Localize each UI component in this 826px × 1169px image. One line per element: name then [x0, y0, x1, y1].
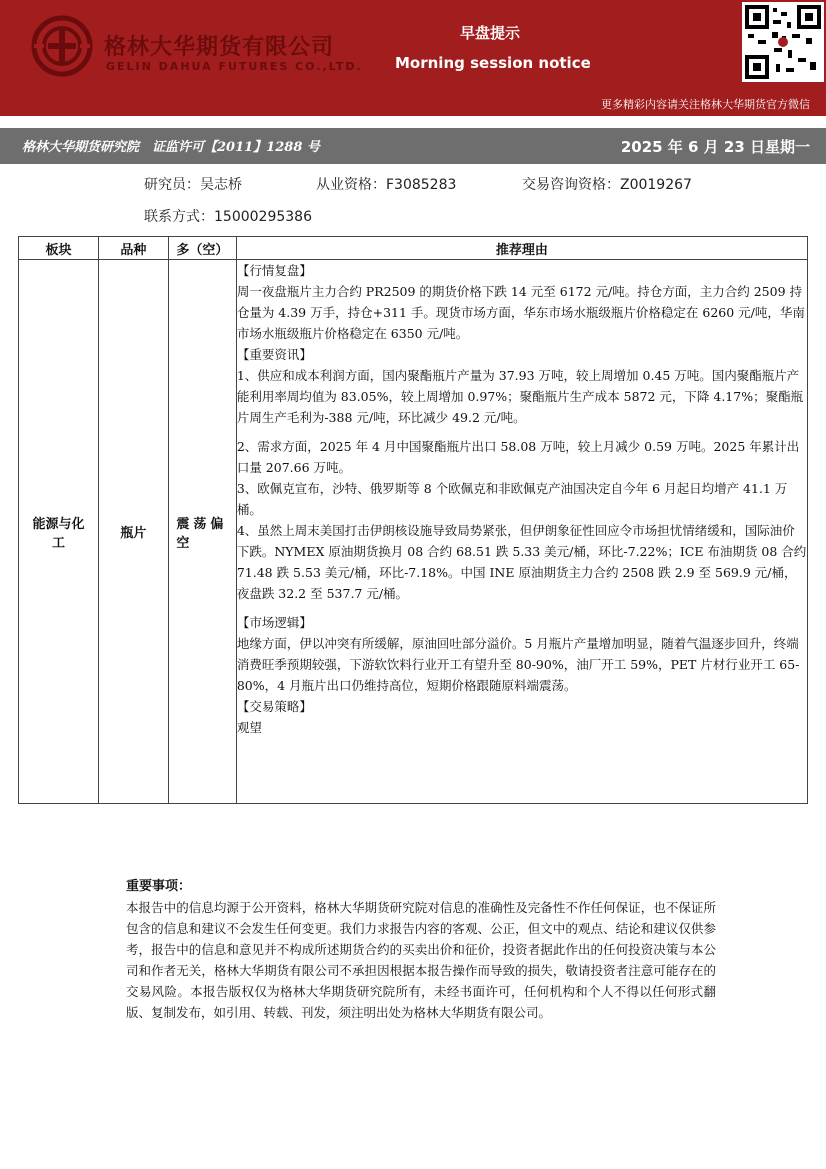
strategy-text: 观望	[236, 720, 262, 735]
tagline-bar	[0, 92, 826, 116]
institute-license: 格林大华期货研究院 证监许可【2011】1288 号	[22, 140, 320, 155]
researcher-name: 研究员：吴志桥	[144, 177, 242, 193]
company-logo-icon	[30, 14, 94, 78]
news-item-1: 1、供应和成本利润方面，国内聚酯瓶片产量为 37.93 万吨，较上周增加 0.45 万吨。国内聚酯瓶片产能利用率周均值为 83.05%，较上周增加 0.97%；聚酯瓶片生产成本 5872 元，下降 4.17%；聚酯瓶片周生产毛利为-388 元/吨，环比减少 49.2 元/吨。	[236, 368, 804, 425]
report-title-en: Morning session notice	[395, 54, 591, 72]
direction-cell	[168, 260, 236, 804]
logic-text: 地缘方面，伊以冲突有所缓解，原油回吐部分溢价。5 月瓶片产量增加明显，随着气温逐步回升，终端消费旺季预期较强，下游软饮料行业开工有望升至 80-90%，油厂开工 59%，PET 片材行业开工 65-80%，4 月瓶片出口仍维持高位，短期价格跟随原料端震荡。	[236, 636, 800, 693]
qr-code-icon	[742, 2, 824, 82]
disclaimer-title: 重要事项：	[126, 879, 192, 894]
news-title: 【重要资讯】	[236, 347, 312, 362]
header-direction: 多（空）	[168, 237, 236, 260]
advisory-number: 交易咨询资格：Z0019267	[522, 177, 692, 193]
product-cell	[98, 260, 168, 804]
contact-info: 联系方式：15000295386	[144, 209, 312, 225]
reason-cell	[236, 260, 807, 804]
sector-value: 能源与化工	[32, 516, 85, 551]
header-sector: 板块	[19, 237, 99, 260]
header-product: 品种	[98, 237, 168, 260]
qualification-number: 从业资格：F3085283	[316, 177, 457, 193]
news-item-4: 4、虽然上周末美国打击伊朗核设施导致局势紧张，但伊朗象征性回应令市场担忧情绪缓和，国际油价下跌。NYMEX 原油期货换月 08 合约 68.51 跌 5.33 美元/桶，环比-7.22%；ICE 布油期货 08 合约 71.48 跌 5.53 美元/桶，环比-7.18%。中国 INE 原油期货主力合约 2508 跌 2.9 至 569.9 元/桶，夜盘跌 32.2 至 537.7 元/桶。	[236, 523, 807, 601]
recommendation-table	[18, 236, 808, 804]
sector-cell	[19, 260, 99, 804]
news-item-3: 3、欧佩克宣布，沙特、俄罗斯等 8 个欧佩克和非欧佩克产油国决定自今年 6 月起日均增产 41.1 万桶。	[236, 481, 788, 517]
news-item-2: 2、需求方面，2025 年 4 月中国聚酯瓶片出口 58.08 万吨，较上月减少 0.59 万吨。2025 年累计出口量 207.66 万吨。	[236, 439, 800, 475]
direction-value: 震荡偏空	[176, 516, 228, 551]
tagline-text: 更多精彩内容请关注格林大华期货官方微信	[601, 98, 810, 111]
logic-title: 【市场逻辑】	[236, 615, 312, 630]
company-name-en: GELIN DAHUA FUTURES CO.,LTD.	[106, 60, 363, 73]
table-row	[19, 260, 808, 804]
strategy-title: 【交易策略】	[236, 699, 312, 714]
company-name-cn: 格林大华期货有限公司	[104, 35, 335, 60]
disclaimer	[126, 876, 716, 1023]
institute-bar	[0, 128, 826, 164]
header-reason: 推荐理由	[236, 237, 807, 260]
header-banner	[0, 0, 826, 92]
report-title-cn: 早盘提示	[460, 24, 521, 42]
table-header-row	[19, 237, 808, 260]
disclaimer-body: 本报告中的信息均源于公开资料，格林大华期货研究院对信息的准确性及完备性不作任何保证，也不保证所包含的信息和建议不会发生任何变更。我们力求报告内容的客观、公正，但文中的观点、结论和建议仅供参考，报告中的信息和意见并不构成所述期货合约的买卖出价和征价，投资者据此作出的任何投资决策与本公司和作者无关，格林大华期货有限公司不承担因根据本报告操作而导致的损失，敬请投资者注意可能存在的交易风险。本报告版权仅为格林大华期货研究院所有，未经书面许可，任何机构和个人不得以任何形式翻版、复制发布，如引用、转载、刊发，须注明出处为格林大华期货有限公司。	[126, 900, 716, 1020]
review-text: 周一夜盘瓶片主力合约 PR2509 的期货价格下跌 14 元至 6172 元/吨。持仓方面，主力合约 2509 持仓量为 4.39 万手，持仓+311 手。现货市场方面，华东市场水瓶级瓶片价格稳定在 6260 元/吨，华南市场水瓶级瓶片价格稳定在 6350 元/吨。	[236, 284, 805, 341]
review-title: 【行情复盘】	[236, 263, 312, 278]
product-value: 瓶片	[120, 526, 147, 541]
report-date: 2025 年 6 月 23 日星期一	[620, 138, 810, 156]
